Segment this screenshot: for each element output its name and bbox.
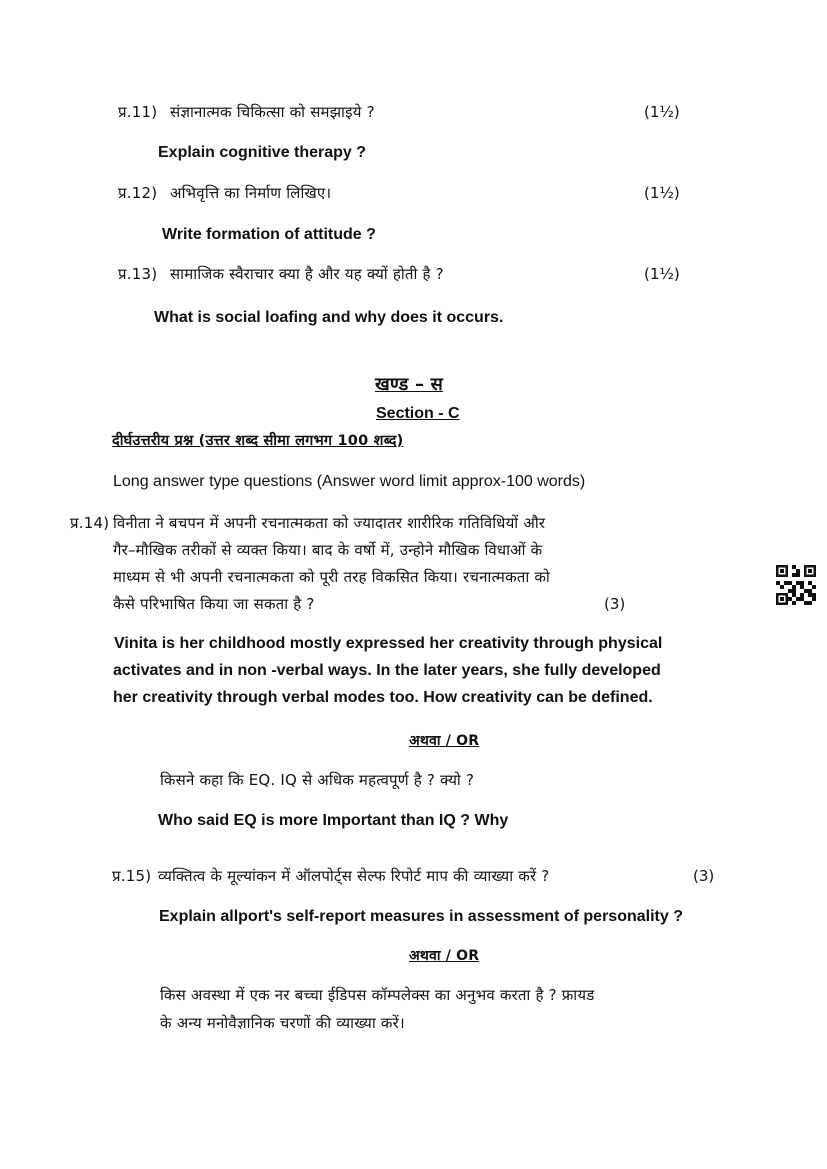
q14-hindi-line-4: कैसे परिभाषित किया जा सकता है ? xyxy=(113,595,315,613)
qr-code-icon xyxy=(776,565,816,605)
q11-hindi-text: संज्ञानात्मक चिकित्सा को समझाइये ? xyxy=(170,103,375,121)
q14-english-line-1: Vinita is her childhood mostly expressed her creativity through physical xyxy=(114,635,663,652)
q14-hindi-line-3: माध्यम से भी अपनी रचनात्मकता को पूरी तरह विकसित किया। रचनात्मकता को xyxy=(113,568,550,586)
q14-english-line-3: her creativity through verbal modes too. How creativity can be defined. xyxy=(113,689,653,706)
section-hindi-instruction: दीर्घउत्तरीय प्रश्न (उत्तर शब्द सीमा लगभग 100 शब्द) xyxy=(112,433,404,449)
q11-marks: (1½) xyxy=(644,103,680,121)
q14-alt-english: Who said EQ is more Important than IQ ? Why xyxy=(158,812,509,829)
q13-number: प्र.13) xyxy=(118,265,158,283)
q13-english-text: What is social loafing and why does it occurs. xyxy=(154,309,504,326)
q14-english-line-2: activates and in non -verbal ways. In the later years, she fully developed xyxy=(113,662,661,679)
q14-marks: (3) xyxy=(604,595,626,613)
section-english-instruction: Long answer type questions (Answer word limit approx-100 words) xyxy=(113,473,586,490)
q15-hindi-text: व्यक्तित्व के मूल्यांकन में ऑलपोर्ट्स सेल्फ रिपोर्ट माप की व्याख्या करें ? xyxy=(158,867,550,885)
q13-marks: (1½) xyxy=(644,265,680,283)
q14-alt-hindi: किसने कहा कि EQ. IQ से अधिक महत्वपूर्ण है ? क्यो ? xyxy=(160,771,475,789)
q14-or-label: अथवा / OR xyxy=(409,733,480,749)
q15-number: प्र.15) xyxy=(112,867,152,885)
q14-hindi-line-1: विनीता ने बचपन में अपनी रचनात्मकता को ज्यादातर शारीरिक गतिविधियों और xyxy=(113,514,546,532)
section-hindi-title: खण्ड – स xyxy=(375,374,444,395)
q12-number: प्र.12) xyxy=(118,184,158,202)
section-english-title: Section - C xyxy=(376,405,460,422)
q12-marks: (1½) xyxy=(644,184,680,202)
q15-or-label: अथवा / OR xyxy=(409,948,480,964)
q14-hindi-line-2: गैर–मौखिक तरीकों से व्यक्त किया। बाद के वर्षो में, उन्होने मौखिक विधाओं के xyxy=(113,541,543,559)
q15-alt-hindi-line-1: किस अवस्था में एक नर बच्चा ईडिपस कॉम्पलेक्स का अनुभव करता है ? फ्रायड xyxy=(160,986,595,1004)
q15-alt-hindi-line-2: के अन्य मनोवैज्ञानिक चरणों की व्याख्या करें। xyxy=(160,1014,405,1032)
q12-english-text: Write formation of attitude ? xyxy=(162,226,376,243)
q15-marks: (3) xyxy=(693,867,715,885)
q11-english-text: Explain cognitive therapy ? xyxy=(158,144,367,161)
q13-hindi-text: सामाजिक स्वैराचार क्या है और यह क्यों होती है ? xyxy=(170,265,444,283)
q14-number: प्र.14) xyxy=(70,514,110,532)
q12-hindi-text: अभिवृत्ति का निर्माण लिखिए। xyxy=(170,184,332,202)
q15-english-text: Explain allport's self-report measures in assessment of personality ? xyxy=(159,908,683,925)
q11-number: प्र.11) xyxy=(118,103,158,121)
